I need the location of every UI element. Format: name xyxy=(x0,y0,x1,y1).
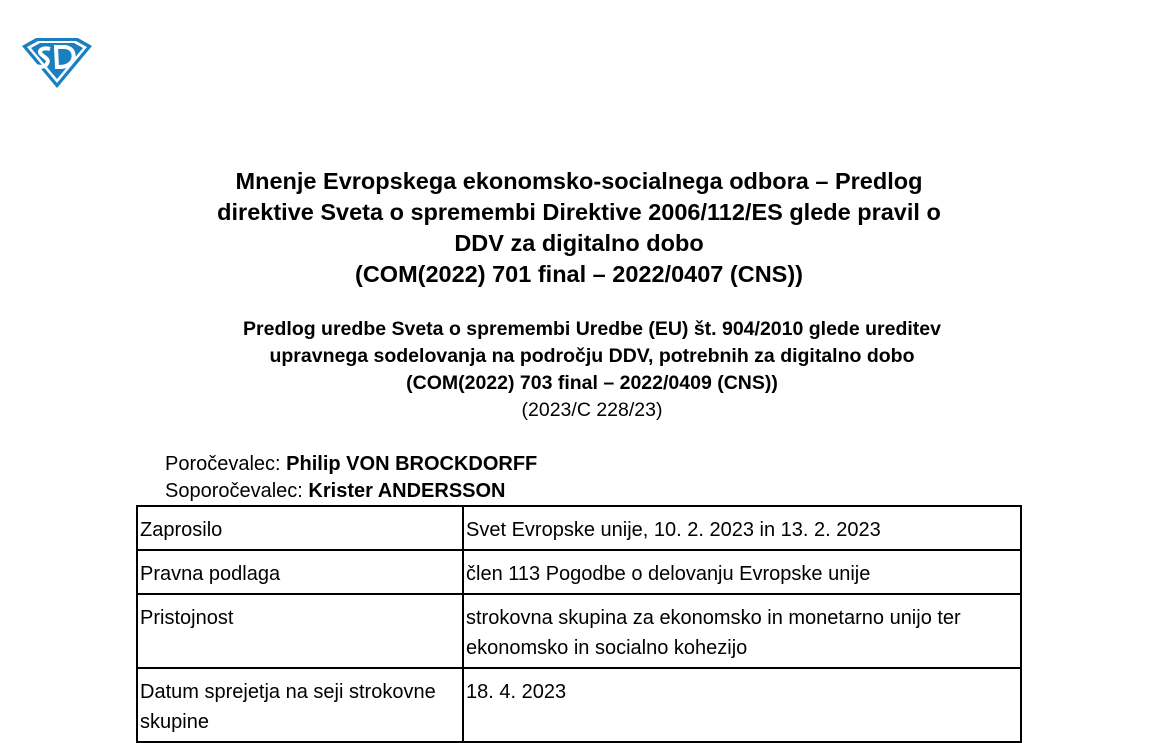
subtitle-line: upravnega sodelovanja na področju DDV, potrebnih za digitalno dobo xyxy=(269,345,915,367)
rapporteur-label: Poročevalec: xyxy=(165,453,287,475)
document-title xyxy=(160,166,998,290)
table-value: Svet Evropske unije, 10. 2. 2023 in 13. 2. 2023 xyxy=(463,506,1021,550)
official-journal-reference: (2023/C 228/23) xyxy=(521,399,663,421)
table-key: Pristojnost xyxy=(137,594,463,668)
table-row xyxy=(137,506,1021,550)
title-line: Mnenje Evropskega ekonomsko-socialnega odbora – Predlog xyxy=(235,168,923,194)
procedure-info-table xyxy=(136,505,1022,743)
rapporteur-name: Philip VON BROCKDORFF xyxy=(286,453,538,475)
co-rapporteur-label: Soporočevalec: xyxy=(165,480,309,502)
eesc-logo-icon xyxy=(20,34,94,90)
table-value: člen 113 Pogodbe o delovanju Evropske unije xyxy=(463,550,1021,594)
document-subtitle xyxy=(172,316,1012,424)
table-key: Pravna podlaga xyxy=(137,550,463,594)
table-value: strokovna skupina za ekonomsko in monetarno unijo ter ekonomsko in socialno kohezijo xyxy=(463,594,1021,668)
rapporteurs xyxy=(165,451,537,505)
table-row xyxy=(137,594,1021,668)
table-key: Zaprosilo xyxy=(137,506,463,550)
table-key: Datum sprejetja na seji strokovne skupine xyxy=(137,668,463,742)
subtitle-line: Predlog uredbe Sveta o spremembi Uredbe (EU) št. 904/2010 glede ureditev xyxy=(243,318,941,340)
title-line: direktive Sveta o spremembi Direktive 2006/112/ES glede pravil o xyxy=(217,199,941,225)
table-value: 18. 4. 2023 xyxy=(463,668,1021,742)
co-rapporteur-name: Krister ANDERSSON xyxy=(308,480,506,502)
title-line: (COM(2022) 701 final – 2022/0407 (CNS)) xyxy=(355,261,803,287)
subtitle-line: (COM(2022) 703 final – 2022/0409 (CNS)) xyxy=(406,372,778,394)
title-line: DDV za digitalno dobo xyxy=(454,230,704,256)
rapporteur-row xyxy=(165,451,537,478)
co-rapporteur-row xyxy=(165,478,537,505)
table-row xyxy=(137,550,1021,594)
table-row xyxy=(137,668,1021,742)
